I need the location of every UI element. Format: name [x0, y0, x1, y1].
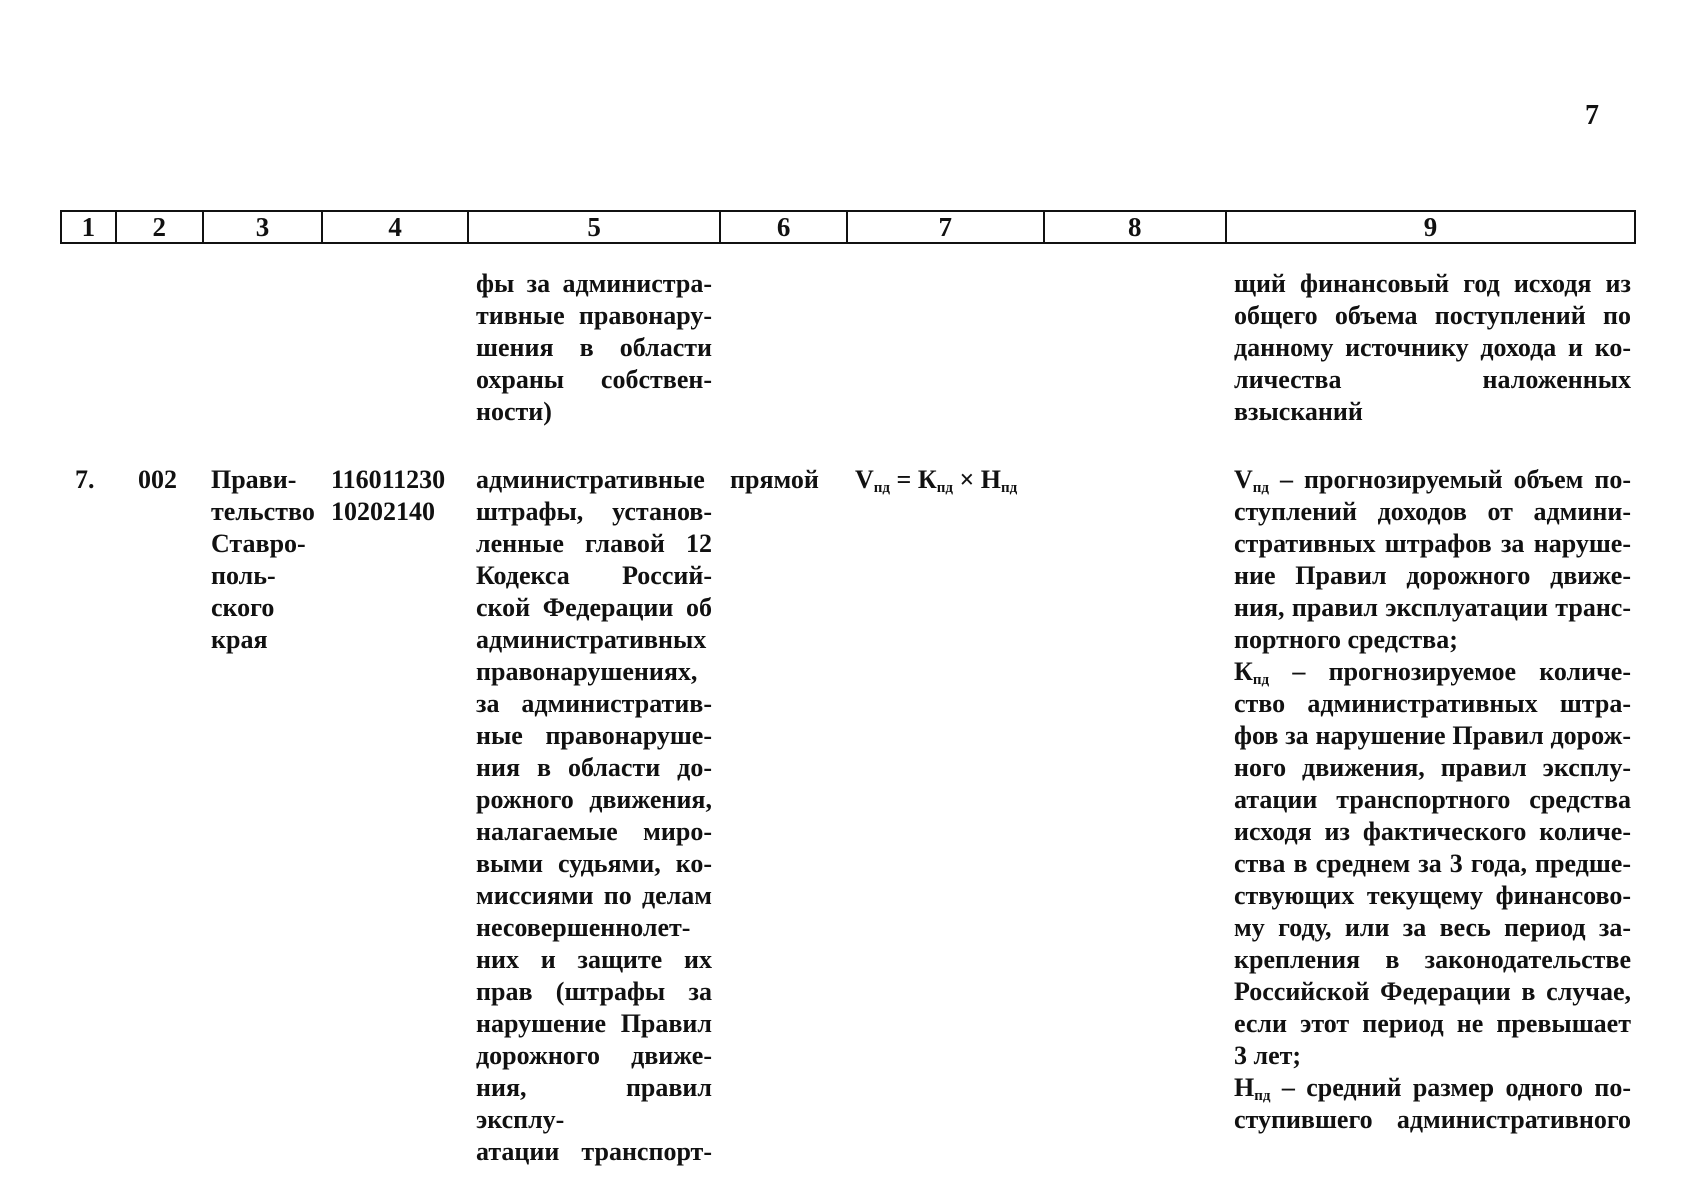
text-fragment: – прогнозируемый объем по-	[1269, 465, 1631, 494]
text-line: миссиями по делам	[476, 881, 712, 910]
text-line: исходя из фактического количе-	[1234, 817, 1631, 846]
text-line: ствующих текущему финансово-	[1234, 881, 1631, 910]
text-line: портного средства;	[1234, 625, 1458, 654]
text-line: Российской Федерации в случае,	[1234, 977, 1631, 1006]
row7-kbk-code	[331, 464, 471, 528]
text-line: общего объема поступлений по	[1234, 301, 1631, 330]
text-line: ния, правил эксплуатации транс-	[1234, 593, 1631, 622]
continuation-col9	[1234, 268, 1631, 428]
text-line: нарушение Правил	[476, 1009, 712, 1038]
text-line: атации транспорт-	[476, 1137, 712, 1166]
text-line: ного движения, правил эксплу-	[1234, 753, 1631, 782]
header-col-5: 5	[469, 212, 721, 242]
text-line: 116011230	[331, 465, 446, 494]
text-fragment: – средний размер одного по-	[1270, 1073, 1631, 1102]
text-line: поль-	[211, 561, 276, 590]
text-line: охраны собствен-	[476, 365, 712, 394]
text-line: Кодекса Россий-	[476, 561, 712, 590]
text-line: ского	[211, 593, 275, 622]
formula-n-symbol: Н	[980, 465, 1001, 494]
text-line: крепления в законодательстве	[1234, 945, 1631, 974]
text-line: ступлений доходов от админи-	[1234, 497, 1631, 526]
header-col-9: 9	[1423, 211, 1438, 242]
text-line: рожного движения,	[476, 785, 712, 814]
row7-method: прямой	[730, 465, 819, 494]
text-line: ные правонаруше-	[476, 721, 712, 750]
text-line: данному источнику дохода и ко-	[1234, 333, 1631, 362]
text-line: если этот период не превышает	[1234, 1009, 1631, 1038]
row7-number: 7.	[75, 465, 95, 494]
formula-equals: =	[896, 465, 912, 494]
text-line: ния в области до-	[476, 753, 712, 782]
row7-income-name	[476, 464, 712, 1168]
text-line	[1234, 656, 1631, 688]
formula-subscript: пд	[1001, 480, 1018, 496]
text-line: ство административных штра-	[1234, 689, 1631, 718]
formula-k-symbol: К	[917, 465, 937, 494]
text-line: прав (штрафы за	[476, 977, 712, 1006]
text-line: ства в среднем за 3 года, предше-	[1234, 849, 1631, 878]
text-line: края	[211, 625, 268, 654]
text-line: Прави-	[211, 465, 297, 494]
header-col-3: 3	[204, 212, 324, 242]
text-line: ступившего административного	[1234, 1105, 1631, 1134]
text-line: ности)	[476, 397, 552, 426]
text-line: выми судьями, ко-	[476, 849, 712, 878]
header-col-8: 8	[1045, 212, 1228, 242]
text-line: 3 лет;	[1234, 1041, 1302, 1070]
text-line: фы за администра-	[476, 269, 712, 298]
text-line: них и защите их	[476, 945, 712, 974]
page-number: 7	[1585, 100, 1599, 131]
text-line: несовершеннолет-	[476, 913, 691, 942]
text-line: тельство	[211, 497, 315, 526]
text-line: тивные правонару-	[476, 301, 712, 330]
text-line: дорожного движе-	[476, 1041, 712, 1070]
text-fragment: – прогнозируемое количе-	[1269, 657, 1631, 686]
row7-description	[1234, 464, 1631, 1136]
text-line: личества наложенных взысканий	[1234, 365, 1631, 426]
text-line: ния, правил эксплу-	[476, 1073, 712, 1134]
text-line: административные	[476, 465, 705, 494]
desc-v-symbol: V	[1234, 465, 1253, 494]
header-col-4: 4	[323, 212, 469, 242]
desc-subscript: пд	[1252, 672, 1270, 688]
desc-k-symbol: К	[1234, 657, 1253, 686]
formula-subscript: пд	[873, 480, 891, 496]
text-line: ние Правил дорожного движе-	[1234, 561, 1631, 590]
row7-administrator	[211, 464, 315, 656]
text-line: ской Федерации об	[476, 593, 712, 622]
desc-subscript: пд	[1252, 480, 1270, 496]
formula-subscript: пд	[936, 480, 953, 496]
text-line	[1234, 464, 1631, 496]
row7-code: 002	[138, 465, 177, 494]
text-line: Ставро-	[211, 529, 306, 558]
text-line: административных	[476, 625, 707, 654]
text-line: налагаемые миро-	[476, 817, 712, 846]
desc-subscript: пд	[1254, 1088, 1271, 1104]
text-line: ленные главой 12	[476, 529, 712, 558]
header-col-1: 1	[62, 212, 117, 242]
header-col-7: 7	[848, 212, 1045, 242]
text-line: му году, или за весь период за-	[1234, 913, 1631, 942]
formula-times: ×	[959, 465, 975, 494]
text-line	[1234, 1072, 1631, 1104]
text-line: фов за нарушение Правил дорож-	[1234, 721, 1631, 750]
row7-formula	[855, 464, 1017, 496]
continuation-col5	[476, 268, 712, 428]
text-line: 10202140	[331, 497, 435, 526]
text-line: шения в области	[476, 333, 712, 362]
header-col-2: 2	[117, 212, 204, 242]
text-line: щий финансовый год исходя из	[1234, 269, 1631, 298]
text-line: стративных штрафов за наруше-	[1234, 529, 1631, 558]
text-line: штрафы, установ-	[476, 497, 712, 526]
formula-v-symbol: V	[855, 465, 874, 494]
text-line: атации транспортного средства	[1234, 785, 1631, 814]
desc-n-symbol: Н	[1234, 1073, 1255, 1102]
table-header-row	[60, 210, 1636, 244]
header-col-6: 6	[721, 212, 848, 242]
text-line: правонарушениях,	[476, 657, 698, 686]
text-line: за административ-	[476, 689, 712, 718]
